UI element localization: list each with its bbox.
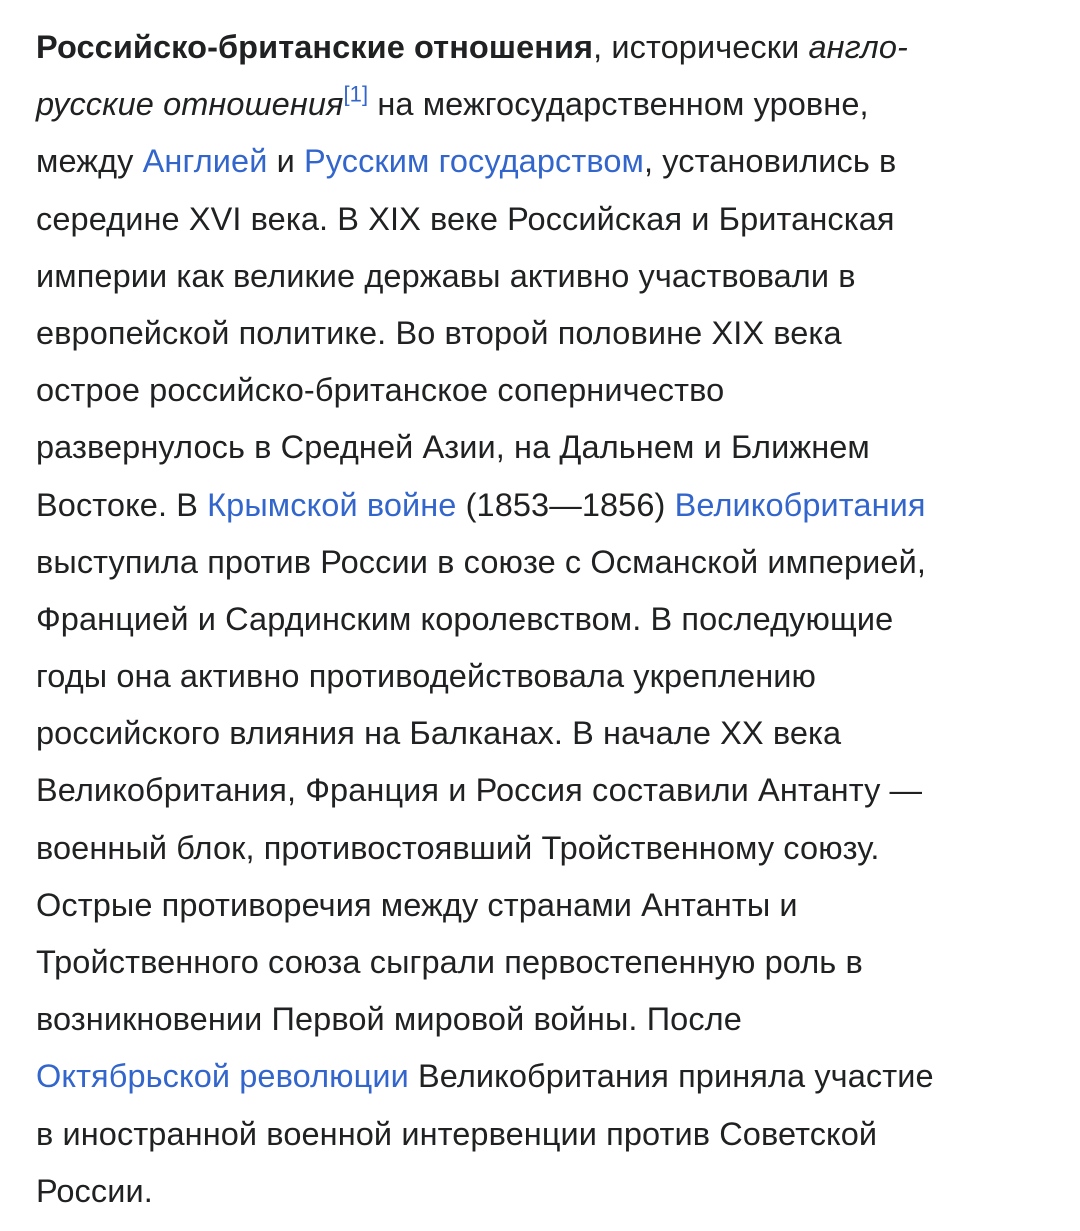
paragraph-line: [36, 305, 1056, 362]
citation-link[interactable]: [1]: [343, 81, 369, 107]
body-text: развернулось в Средней Азии, на Дальнем и Ближнем: [36, 429, 870, 466]
paragraph-line: [36, 133, 1056, 190]
body-text: Великобритания приняла участие: [408, 1058, 934, 1095]
article-lead-paragraph: [36, 19, 1056, 1220]
paragraph-line: [36, 248, 1056, 305]
body-text: , установились в: [643, 143, 897, 180]
body-text: в иностранной военной интервенции против Советской: [36, 1115, 878, 1152]
body-text: военный блок, противостоявший Тройственному союзу.: [36, 829, 880, 866]
paragraph-line: [36, 991, 1056, 1048]
paragraph-line: [36, 1106, 1056, 1163]
body-text: годы она активно противодействовала укреплению: [36, 658, 817, 695]
body-text: , исторически: [593, 29, 809, 65]
body-text: европейской политике. Во второй половине XIX века: [36, 314, 842, 351]
paragraph-line: [36, 877, 1056, 934]
paragraph-line: [36, 419, 1056, 476]
paragraph-line: [36, 1048, 1056, 1105]
paragraph-line: [36, 591, 1056, 648]
wiki-link[interactable]: Крымской войне: [207, 486, 457, 523]
paragraph-line: [36, 934, 1056, 991]
alternative-name-text: русские отношения: [36, 86, 344, 123]
wiki-link[interactable]: Русским государством: [303, 143, 644, 180]
body-text: Тройственного союза сыграли первостепенную роль в: [36, 944, 863, 980]
body-text: России.: [36, 1172, 153, 1209]
paragraph-line: [36, 648, 1056, 705]
citation-reference: [343, 82, 368, 107]
body-text: Францией и Сардинским королевством. В последующие: [36, 600, 894, 637]
body-text: Острые противоречия между странами Антанты и: [36, 886, 798, 923]
paragraph-line: [36, 19, 1056, 76]
body-text: между: [36, 143, 143, 180]
paragraph-line: [36, 191, 1056, 248]
body-text: середине XVI века. В XIX веке Российская и Британская: [36, 200, 895, 237]
article-title-term: Российско-британские отношения: [36, 29, 594, 65]
body-text: и: [267, 143, 304, 180]
paragraph-line: [36, 1163, 1056, 1220]
body-text: возникновении Первой мировой войны. После: [36, 1001, 742, 1038]
wiki-link[interactable]: Великобритания: [674, 486, 926, 523]
paragraph-line: [36, 362, 1056, 419]
paragraph-line: [36, 762, 1056, 819]
wiki-link[interactable]: Октябрьской революции: [36, 1058, 409, 1095]
body-text: (1853—1856): [456, 486, 675, 523]
body-text: Великобритания, Франция и Россия составили Антанту —: [36, 772, 923, 809]
paragraph-line: [36, 534, 1056, 591]
body-text: Востоке. В: [36, 486, 208, 523]
body-text: выступила против России в союзе с Османской империей,: [36, 543, 926, 580]
paragraph-line: [36, 76, 1056, 133]
alternative-name-text: англо-: [808, 29, 908, 65]
body-text: острое российско-британское соперничество: [36, 372, 725, 409]
wiki-link[interactable]: Англией: [142, 143, 268, 180]
body-text: империи как великие державы активно участвовали в: [36, 257, 856, 294]
paragraph-line: [36, 820, 1056, 877]
body-text: на межгосударственном уровне,: [368, 86, 869, 123]
body-text: российского влияния на Балканах. В начале XX века: [36, 715, 842, 752]
paragraph-line: [36, 705, 1056, 762]
paragraph-line: [36, 477, 1056, 534]
